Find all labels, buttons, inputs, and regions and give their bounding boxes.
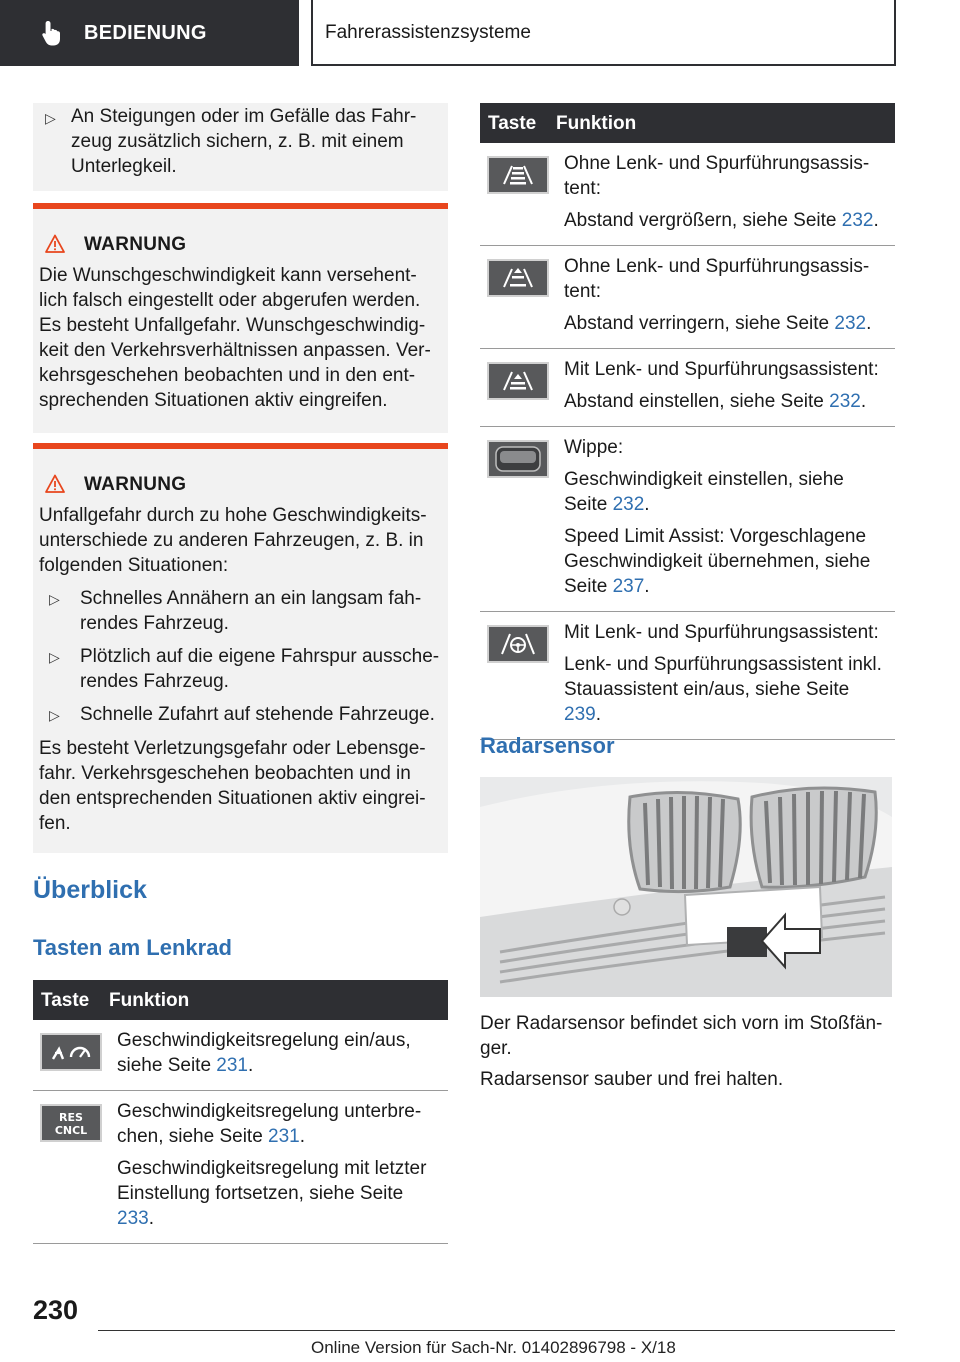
button-table-right bbox=[480, 103, 895, 740]
cruise-control-icon bbox=[40, 1033, 102, 1071]
section-heading-radar: Radarsensor bbox=[480, 733, 615, 758]
column-header-function: Funktion bbox=[556, 103, 895, 143]
radar-sensor-car-front-illustration bbox=[480, 777, 892, 997]
list-item bbox=[45, 103, 436, 179]
function-text: Geschwindigkeit einstellen, siehe Seite 232. bbox=[564, 469, 844, 515]
distance-increase-icon bbox=[487, 156, 549, 194]
section-heading: Überblick bbox=[33, 876, 147, 904]
table-row bbox=[33, 1091, 448, 1244]
page-link[interactable]: 237 bbox=[612, 576, 645, 597]
page-link[interactable]: 232 bbox=[834, 313, 867, 334]
warning-text: Die Wunschgeschwindigkeit kann versehent-lich falsch eingestellt oder abgerufen werden. Es besteht Unfallgefahr. Wunschgeschwindig-keit den Verkehrsverhältnissen anpassen. Ver-kehrsgeschehen beobachten und in den ent-sprechenden Situationen aktiv eingreifen. bbox=[39, 265, 431, 411]
table-row bbox=[480, 143, 895, 246]
table-row bbox=[480, 427, 895, 612]
list-item-text: Schnelles Annähern an ein langsam fah-rendes Fahrzeug. bbox=[80, 588, 422, 634]
warning-box bbox=[33, 203, 448, 433]
function-text: Abstand vergrößern, siehe Seite 232. bbox=[564, 210, 879, 231]
footer-divider bbox=[98, 1330, 895, 1331]
button-table-left bbox=[33, 980, 448, 1244]
warning-title: WARNUNG bbox=[84, 473, 187, 495]
function-text: Geschwindigkeitsregelung ein/aus, siehe Seite 231. bbox=[117, 1030, 411, 1076]
function-text: Mit Lenk- und Spurführungsassistent: bbox=[564, 622, 879, 643]
hand-pointer-icon bbox=[40, 19, 66, 47]
function-text: Geschwindigkeitsregelung unterbre-chen, siehe Seite 231. bbox=[117, 1101, 422, 1147]
bullet-triangle-icon: ▷ bbox=[49, 649, 60, 665]
warning-outro: Es besteht Verletzungsgefahr oder Lebensge-fahr. Verkehrsgeschehen beobachten und in den entsprechenden Situationen aktiv eingrei-fen. bbox=[39, 738, 426, 834]
footer-online-version: Online Version für Sach-Nr. 01402896798 - X/18 bbox=[311, 1338, 676, 1357]
function-text: Lenk- und Spurführungsassistent inkl. Stauassistent ein/aus, siehe Seite 239. bbox=[564, 654, 882, 725]
table-row bbox=[480, 612, 895, 740]
steering-assist-icon bbox=[487, 625, 549, 663]
note-box bbox=[33, 103, 448, 191]
distance-decrease-icon bbox=[487, 259, 549, 297]
header-chapter-tab bbox=[311, 0, 896, 66]
page-link[interactable]: 231 bbox=[216, 1055, 248, 1076]
function-text: Mit Lenk- und Spurführungsassistent: bbox=[564, 359, 879, 380]
chapter-label: Fahrerassistenzsysteme bbox=[325, 21, 531, 43]
warning-box bbox=[33, 443, 448, 853]
page-link[interactable]: 231 bbox=[268, 1126, 300, 1147]
subsection-heading: Tasten am Lenkrad bbox=[33, 935, 232, 960]
function-text: Ohne Lenk- und Spurführungsassis-tent: bbox=[564, 153, 870, 199]
list-item bbox=[49, 586, 440, 636]
svg-text:CNCL: CNCL bbox=[54, 1124, 88, 1137]
column-header-function: Funktion bbox=[109, 980, 448, 1020]
function-text: Abstand einstellen, siehe Seite 232. bbox=[564, 391, 867, 412]
bullet-triangle-icon: ▷ bbox=[45, 110, 56, 126]
function-text: Abstand verringern, siehe Seite 232. bbox=[564, 313, 872, 334]
list-item-text: Plötzlich auf die eigene Fahrspur ausschе-rendes Fahrzeug. bbox=[80, 646, 440, 692]
warning-title: WARNUNG bbox=[84, 233, 187, 255]
list-item bbox=[49, 702, 440, 728]
column-header-key: Taste bbox=[33, 980, 109, 1020]
page-link[interactable]: 232 bbox=[612, 494, 645, 515]
section-label: BEDIENUNG bbox=[84, 21, 207, 44]
table-row bbox=[33, 1020, 448, 1091]
bullet-triangle-icon: ▷ bbox=[49, 707, 60, 723]
list-item bbox=[49, 644, 440, 694]
function-text: Speed Limit Assist: Vorgeschlagene Geschwindigkeit übernehmen, siehe Seite 237. bbox=[564, 526, 871, 597]
column-header-key: Taste bbox=[480, 103, 556, 143]
res-cncl-icon bbox=[40, 1104, 102, 1142]
list-item-text: Schnelle Zufahrt auf stehende Fahrzeuge. bbox=[80, 704, 435, 725]
radar-text: Der Radarsensor befindet sich vorn im Stoßfän-ger. bbox=[480, 1013, 883, 1059]
radar-text: Radarsensor sauber und frei halten. bbox=[480, 1069, 784, 1090]
rocker-switch-icon bbox=[487, 440, 549, 478]
page-link[interactable]: 232 bbox=[829, 391, 861, 412]
bullet-triangle-icon: ▷ bbox=[49, 591, 60, 607]
warning-intro: Unfallgefahr durch zu hohe Geschwindigkeits-unterschiede zu anderen Fahrzeugen, z. B. in folgenden Situationen: bbox=[39, 505, 427, 576]
header-section-tab bbox=[0, 0, 299, 66]
svg-text:RES: RES bbox=[59, 1111, 83, 1124]
warning-triangle-icon bbox=[45, 234, 65, 254]
function-text: Ohne Lenk- und Spurführungsassis-tent: bbox=[564, 256, 870, 302]
table-row bbox=[480, 246, 895, 349]
page-link[interactable]: 239 bbox=[564, 704, 596, 725]
warning-triangle-icon bbox=[45, 474, 65, 494]
distance-adjust-icon bbox=[487, 362, 549, 400]
function-text: Geschwindigkeitsregelung mit letzter Einstellung fortsetzen, siehe Seite 233. bbox=[117, 1158, 427, 1229]
page-number: 230 bbox=[33, 1295, 79, 1325]
page-link[interactable]: 232 bbox=[841, 210, 874, 231]
table-row bbox=[480, 349, 895, 427]
page-link[interactable]: 233 bbox=[117, 1208, 149, 1229]
function-text: Wippe: bbox=[564, 437, 624, 458]
list-item-text: An Steigungen oder im Gefälle das Fahr-zeug zusätzlich sichern, z. B. mit einem Unterlegkeil. bbox=[71, 106, 417, 177]
